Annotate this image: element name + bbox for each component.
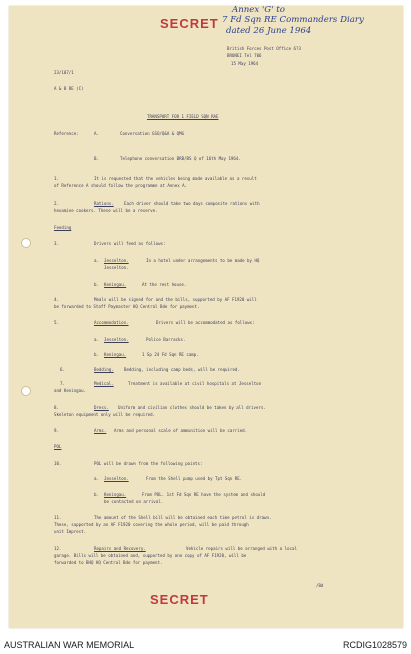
document-title: TRANSPORT FOR 1 FIELD SQN RAE bbox=[147, 114, 219, 119]
para-text: Skeleton equipment only will be required. bbox=[54, 412, 156, 417]
section-heading-feeding: Feeding bbox=[54, 225, 72, 230]
address-line: BRUNEI Tel 706 bbox=[227, 53, 262, 58]
sub-para-key: b. bbox=[94, 352, 99, 357]
sub-para-key: b. bbox=[94, 492, 99, 497]
para-text: be forwarded to Staff Paymaster HQ Central Bde for payment. bbox=[54, 304, 200, 309]
references-label: Reference: bbox=[54, 131, 79, 136]
sub-para-heading: Jesselton. bbox=[104, 258, 129, 263]
para-number: 2. bbox=[54, 201, 59, 206]
para-text: Drivers will be accommodated as follows: bbox=[156, 320, 255, 325]
para-text: Uniform and civilian clothes should be taken by all drivers. bbox=[118, 405, 266, 410]
sub-para-key: a. bbox=[94, 476, 99, 481]
para-number: 4. bbox=[54, 297, 59, 302]
sub-para-text: At the rest house. bbox=[142, 282, 187, 287]
sub-para-key: a. bbox=[94, 337, 99, 342]
handwritten-annex-line2: 7 Fd Sqn RE Commanders Diary bbox=[222, 15, 364, 25]
sub-para-text: 1 Sp 24 Fd Sqn RE camp. bbox=[142, 352, 199, 357]
sub-para-heading: Keningau. bbox=[104, 352, 127, 357]
sub-para-text: Jesselton. bbox=[104, 265, 129, 270]
secret-stamp-top: SECRET bbox=[160, 16, 219, 31]
sub-para-heading: Jesselton. bbox=[104, 476, 129, 481]
document-page bbox=[9, 6, 403, 628]
section-heading-pol: POL bbox=[54, 444, 62, 449]
para-heading: Medical. bbox=[94, 381, 114, 386]
para-text: garage. Bills will be obtained and, supported by one copy of AF F1920, will be bbox=[54, 553, 247, 558]
handwritten-annex-line1: Annex 'G' to bbox=[232, 5, 285, 15]
para-text: of Reference A should follow the programme at Annex A. bbox=[54, 183, 188, 188]
para-number: 11. bbox=[54, 515, 62, 520]
address-line: British Forces Post Office 6?3 bbox=[227, 46, 301, 51]
para-number: 5. bbox=[54, 320, 59, 325]
sub-para-text: In a hotel under arrangements to be made by HQ bbox=[146, 258, 260, 263]
sub-para-text: From the Shell pump used by Tpt Sqn RE. bbox=[146, 476, 243, 481]
handwritten-annex-line3: dated 26 June 1964 bbox=[226, 26, 312, 36]
sub-para-heading: Jesselton. bbox=[104, 337, 129, 342]
signoff: /Bd bbox=[316, 583, 324, 588]
para-text: Arms and personal scale of ammunition will be carried. bbox=[114, 428, 248, 433]
sub-para-text: be contacted on arrival. bbox=[104, 499, 164, 504]
para-text: Meals will be signed for and the bills, supported by AF F1920 will bbox=[94, 297, 257, 302]
para-number: 6. bbox=[60, 367, 65, 372]
para-number: 9. bbox=[54, 428, 59, 433]
para-text: Bedding, including camp beds, will be required. bbox=[124, 367, 240, 372]
para-text: These, supported by an AF F1920 covering the whole period, will be paid through bbox=[54, 522, 249, 527]
sub-para-key: a. bbox=[94, 258, 99, 263]
footer-record-id: RCDIG1028579 bbox=[342, 640, 407, 650]
para-heading: Rations. bbox=[94, 201, 114, 206]
para-number: 3. bbox=[54, 241, 59, 246]
punch-hole bbox=[21, 238, 31, 248]
para-text: The amount of the Shell bill will be obtained each time petrol is drawn. bbox=[94, 515, 272, 520]
branch-reference: A & B RE (C) bbox=[54, 86, 84, 91]
address-date: 15 May 1964 bbox=[231, 61, 259, 66]
para-text: POL will be drawn from the following points: bbox=[94, 461, 203, 466]
para-number: 7. bbox=[60, 381, 65, 386]
para-text: Each driver should take two days composite rations with bbox=[124, 201, 260, 206]
para-text: and Keningau. bbox=[54, 388, 87, 393]
para-text: hexamine cookers. These will be a reserve. bbox=[54, 208, 158, 213]
para-number: 8. bbox=[54, 405, 59, 410]
reference-b-key: B. bbox=[94, 156, 99, 161]
para-text: It is requested that the vehicles being made available as a result bbox=[94, 176, 257, 181]
reference-a-text: Conversation GSO/Q&A & QMG bbox=[120, 131, 185, 136]
sub-para-text: From POL. 1st Fd Sqn RE have the system and should bbox=[142, 492, 266, 497]
reference-a-key: A. bbox=[94, 131, 99, 136]
para-number: 1. bbox=[54, 176, 59, 181]
footer-archive-name: AUSTRALIAN WAR MEMORIAL bbox=[4, 640, 135, 650]
para-number: 12. bbox=[54, 546, 62, 551]
sub-para-text: Police Barracks. bbox=[146, 337, 186, 342]
para-text: forwarded to BHQ HQ Central Bde for payment. bbox=[54, 560, 163, 565]
file-reference: 23/107/1 bbox=[54, 70, 74, 75]
para-heading: Bedding. bbox=[94, 367, 114, 372]
sub-para-heading: Keningau. bbox=[104, 492, 127, 497]
sub-para-heading: Keningau. bbox=[104, 282, 127, 287]
para-heading: Repairs and Recovery. bbox=[94, 546, 146, 551]
secret-stamp-bottom: SECRET bbox=[150, 592, 209, 607]
para-text: unit Imprest. bbox=[54, 529, 87, 534]
para-heading: Dress. bbox=[94, 405, 109, 410]
para-heading: Accommodation. bbox=[94, 320, 129, 325]
punch-hole bbox=[21, 386, 31, 396]
para-heading: Arms. bbox=[94, 428, 107, 433]
reference-b-text: Telephone conversation BRB/BS Q of 16th May 1964. bbox=[120, 156, 241, 161]
para-text: Vehicle repairs will be arranged with a local bbox=[186, 546, 297, 551]
para-text: Drivers will feed as follows: bbox=[94, 241, 166, 246]
para-text: Treatment is available at civil hospitals at Jesselton bbox=[128, 381, 262, 386]
sub-para-key: b. bbox=[94, 282, 99, 287]
para-number: 10. bbox=[54, 461, 62, 466]
